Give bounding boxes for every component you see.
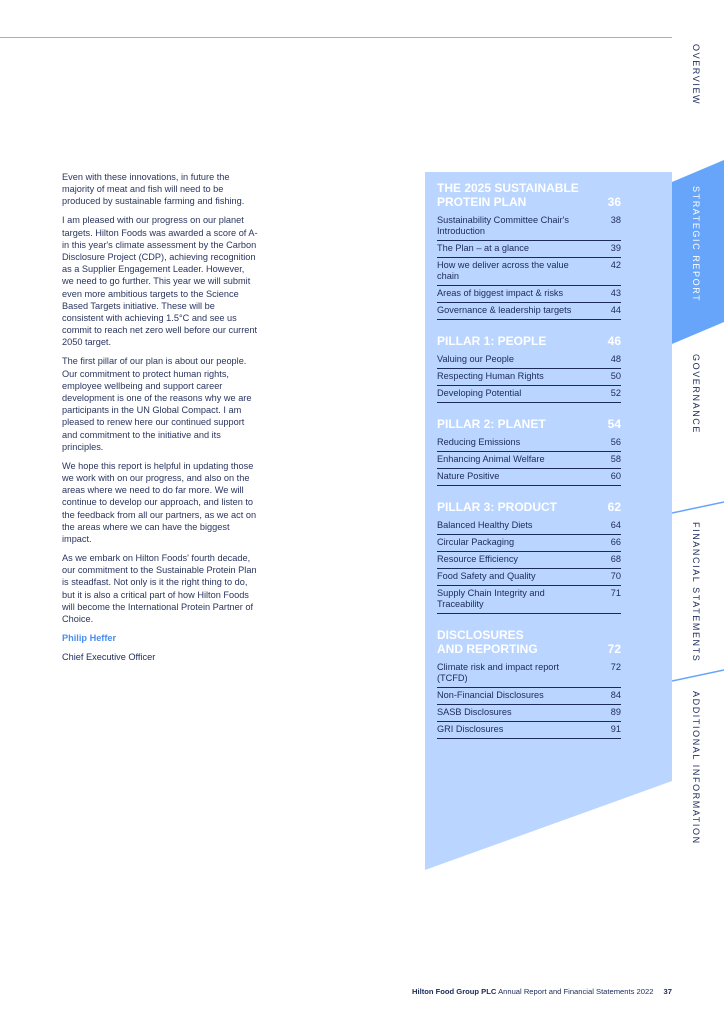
section-page: 46 — [607, 334, 621, 348]
section-heading[interactable] — [437, 417, 621, 431]
contents-row[interactable] — [437, 286, 621, 303]
section-page: 54 — [607, 417, 621, 431]
row-label: SASB Disclosures — [437, 707, 512, 717]
contents-row[interactable] — [437, 435, 621, 452]
row-page: 84 — [610, 690, 621, 700]
row-page: 42 — [610, 260, 621, 270]
section-tabs — [672, 0, 724, 1024]
row-label: Nature Positive — [437, 471, 500, 481]
signature-title: Chief Executive Officer — [62, 652, 156, 663]
tab-divider — [672, 670, 724, 681]
tab-governance[interactable]: GOVERNANCE — [691, 354, 701, 435]
section-heading[interactable] — [437, 181, 621, 209]
paragraph: We hope this report is helpful in updating those we work with on our progress, and also on the areas where we need to do far more. We will continue to develop our approach, and listen to the feedback from all our partners, as we act on the areas where we can have the biggest impact. — [62, 460, 257, 545]
row-label: Resource Efficiency — [437, 554, 519, 564]
row-label: Developing Potential — [437, 388, 522, 398]
contents-row[interactable] — [437, 552, 621, 569]
contents-row[interactable] — [437, 660, 621, 688]
footer-report: Annual Report and Financial Statements 2022 — [498, 987, 654, 996]
contents-section — [437, 628, 621, 739]
section-heading[interactable] — [437, 628, 621, 656]
contents-section — [437, 334, 621, 403]
contents-row[interactable] — [437, 722, 621, 739]
row-page: 71 — [610, 588, 621, 598]
section-title: PILLAR 3: PRODUCT — [437, 500, 557, 514]
row-label: Circular Packaging — [437, 537, 515, 547]
contents-row[interactable] — [437, 586, 621, 614]
contents-row[interactable] — [437, 518, 621, 535]
paragraph: As we embark on Hilton Foods' fourth decade, our commitment to the Sustainable Protein Plan is steadfast. Not only is it the right thing to do, but it is also a critical part of how Hilton Foods will become the International Protein Partner of Choice. — [62, 553, 257, 625]
row-label: Valuing our People — [437, 354, 514, 364]
section-title: THE 2025 SUSTAINABLE PROTEIN PLAN — [437, 181, 579, 209]
row-label: Enhancing Animal Welfare — [437, 454, 545, 464]
row-label: Balanced Healthy Diets — [437, 520, 533, 530]
row-page: 50 — [610, 371, 621, 381]
tab-financial-statements[interactable]: FINANCIAL STATEMENTS — [691, 522, 701, 663]
section-page: 62 — [607, 500, 621, 514]
contents-section — [437, 417, 621, 486]
section-page: 72 — [607, 642, 621, 656]
row-page: 60 — [610, 471, 621, 481]
row-page: 64 — [610, 520, 621, 530]
tab-strategic-report[interactable]: STRATEGIC REPORT — [691, 186, 701, 303]
row-page: 38 — [610, 215, 621, 225]
row-label: Governance & leadership targets — [437, 305, 572, 315]
tab-strip-graphics — [672, 0, 724, 1024]
paragraph: The first pillar of our plan is about our people. Our commitment to protect human rights, employee wellbeing and support career development is one of the reasons why we are participants in the UN Global Compact. I am pleased to renew here our continued support and commitment to the initiative and its principles. — [62, 356, 252, 452]
row-page: 89 — [610, 707, 621, 717]
row-label: Climate risk and impact report (TCFD) — [437, 662, 560, 683]
row-page: 70 — [610, 571, 621, 581]
section-title: PILLAR 1: PEOPLE — [437, 334, 547, 348]
tab-divider — [672, 502, 724, 513]
ceo-letter — [62, 171, 258, 670]
tab-overview[interactable]: OVERVIEW — [691, 44, 701, 106]
row-label: Sustainability Committee Chair's Introduction — [437, 215, 569, 236]
row-page: 39 — [610, 243, 621, 253]
section-title: DISCLOSURES AND REPORTING — [437, 628, 538, 656]
row-page: 68 — [610, 554, 621, 564]
section-heading[interactable] — [437, 334, 621, 348]
row-label: Food Safety and Quality — [437, 571, 536, 581]
paragraph: Even with these innovations, in future the majority of meat and fish will need to be produced by sustainable farming and fishing. — [62, 172, 245, 207]
paragraph: I am pleased with our progress on our planet targets. Hilton Foods was awarded a score of A- in this year's climate assessment by the Carbon Disclosure Project (CDP), achieving recognition as a Supplier Engagement Leader. However, we need to go further. This year we will submit even more ambitious targets to the Science Based Targets initiative. These will be consistent with achieving 1.5°C and see us commit to reach net zero well before our current 2050 target. — [62, 215, 258, 348]
row-label: GRI Disclosures — [437, 724, 504, 734]
row-page: 43 — [610, 288, 621, 298]
signature-name: Philip Heffer — [62, 633, 117, 644]
row-page: 91 — [610, 724, 621, 734]
contents-row[interactable] — [437, 369, 621, 386]
page-footer — [412, 987, 672, 996]
contents-row[interactable] — [437, 705, 621, 722]
row-label: Areas of biggest impact & risks — [437, 288, 564, 298]
contents-row[interactable] — [437, 569, 621, 586]
contents-row[interactable] — [437, 303, 621, 320]
footer-company: Hilton Food Group PLC — [412, 987, 497, 996]
row-page: 72 — [610, 662, 621, 672]
row-page: 58 — [610, 454, 621, 464]
contents-row[interactable] — [437, 688, 621, 705]
row-label: Supply Chain Integrity and Traceability — [437, 588, 545, 609]
row-label: Respecting Human Rights — [437, 371, 544, 381]
row-page: 44 — [610, 305, 621, 315]
row-label: Reducing Emissions — [437, 437, 521, 447]
contents-row[interactable] — [437, 469, 621, 486]
contents-section — [437, 500, 621, 614]
contents-row[interactable] — [437, 452, 621, 469]
section-heading[interactable] — [437, 500, 621, 514]
contents-row[interactable] — [437, 258, 621, 286]
contents-row[interactable] — [437, 386, 621, 403]
section-page: 36 — [607, 195, 621, 209]
row-label: How we deliver across the value chain — [437, 260, 569, 281]
page-number: 37 — [663, 987, 672, 996]
contents-row[interactable] — [437, 241, 621, 258]
contents-row[interactable] — [437, 535, 621, 552]
tab-additional-information[interactable]: ADDITIONAL INFORMATION — [691, 691, 701, 845]
row-page: 66 — [610, 537, 621, 547]
row-label: The Plan – at a glance — [437, 243, 529, 253]
section-title: PILLAR 2: PLANET — [437, 417, 546, 431]
contents-section — [437, 181, 621, 320]
row-page: 56 — [610, 437, 621, 447]
contents-row[interactable] — [437, 213, 621, 241]
contents-list — [437, 181, 621, 753]
row-page: 52 — [610, 388, 621, 398]
row-page: 48 — [610, 354, 621, 364]
contents-row[interactable] — [437, 352, 621, 369]
row-label: Non-Financial Disclosures — [437, 690, 544, 700]
